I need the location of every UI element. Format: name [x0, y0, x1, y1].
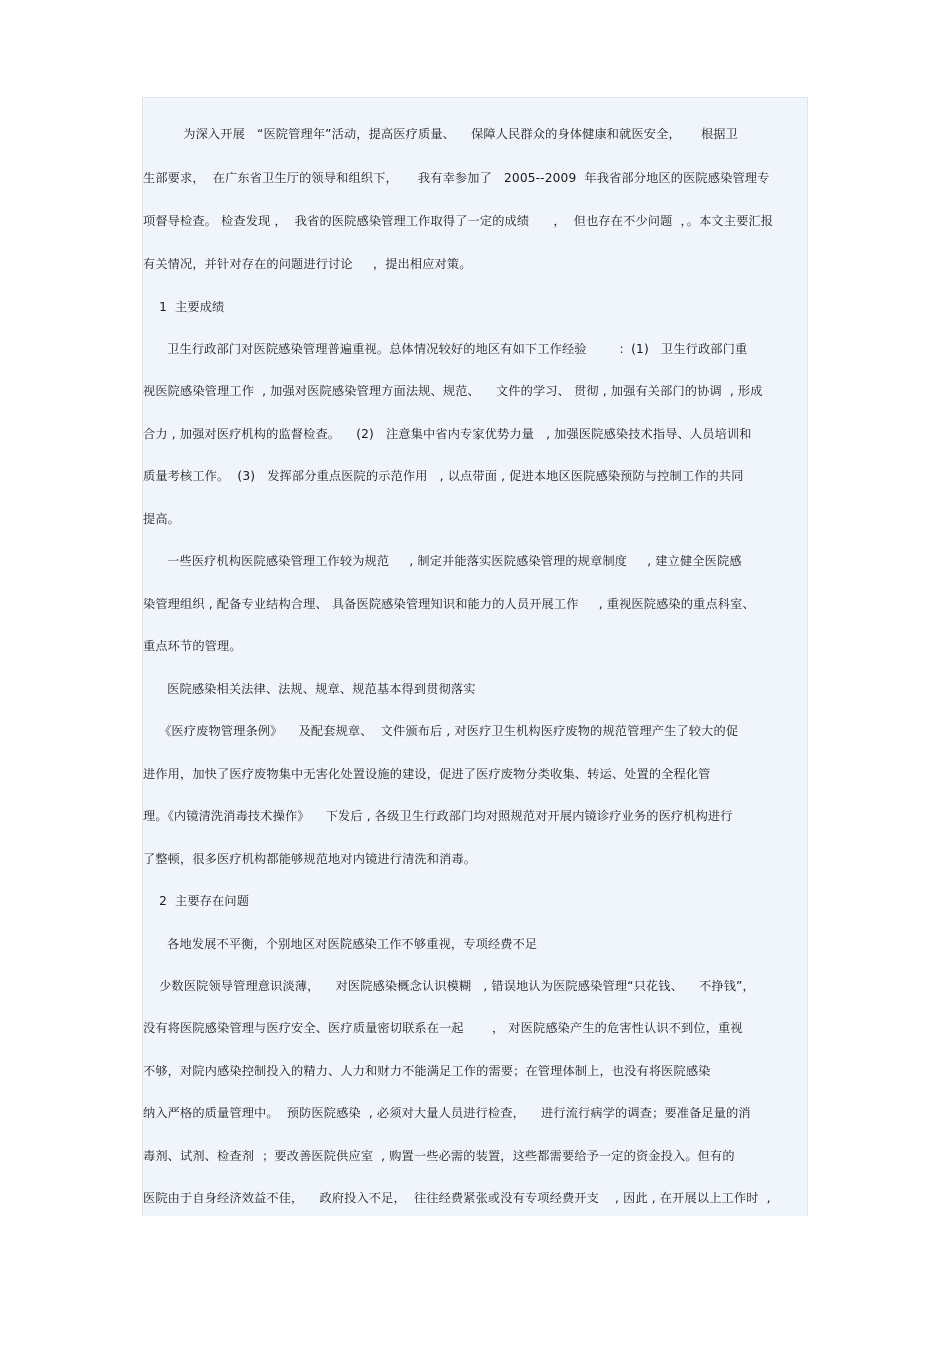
paragraph-line: 一些医疗机构医院感染管理工作较为规范 , 制定并能落实医院感染管理的规章制度 , 建立健全医院感	[143, 554, 742, 568]
paragraph-line: 为深入开展 “医院管理年”活动，提高医疗质量、 保障人民群众的身体健康和就医安全， 根据卫	[143, 127, 738, 141]
paragraph-line: 医院由于自身经济效益不佳， 政府投入不足， 往往经费紧张或没有专项经费开支 , 因此 , 在开展以上工作时 ,	[143, 1191, 771, 1205]
paragraph-line: 有关情况，并针对存在的问题进行讨论 ，提出相应对策。	[143, 257, 472, 271]
paragraph-line: 项督导检查。 检查发现 ， 我省的医院感染管理工作取得了一定的成绩 ， 但也存在不少问题 ，。本文主要汇报	[143, 214, 774, 228]
paragraph-line: 生部要求， 在广东省卫生厅的领导和组织下， 我有幸参加了 2005--2009 年我省部分地区的医院感染管理专	[143, 171, 770, 185]
document-page	[142, 97, 808, 1216]
paragraph-line: 《医疗废物管理条例》 及配套规章、 文件颁布后 , 对医疗卫生机构医疗废物的规范管理产生了较大的促	[143, 724, 739, 738]
subsection-heading: 医院感染相关法律、法规、规章、规范基本得到贯彻落实	[143, 682, 476, 696]
paragraph-line: 纳入严格的质量管理中。 预防医院感染 , 必须对大量人员进行检查， 进行流行病学的调查；要准备足量的消	[143, 1106, 751, 1120]
paragraph-line: 进作用，加快了医疗废物集中无害化处置设施的建设，促进了医疗废物分类收集、转运、处置的全程化管	[143, 767, 711, 781]
paragraph-line: 理。《内镜清洗消毒技术操作》 下发后 , 各级卫生行政部门均对照规范对开展内镜诊疗业务的医疗机构进行	[143, 809, 733, 823]
subsection-heading: 各地发展不平衡，个别地区对医院感染工作不够重视，专项经费不足	[143, 937, 538, 951]
paragraph-line: 卫生行政部门对医院感染管理普遍重视。总体情况较好的地区有如下工作经验 ：(1) 卫生行政部门重	[143, 342, 748, 356]
paragraph-line: 没有将医院感染管理与医疗安全、医疗质量密切联系在一起 ， 对医院感染产生的危害性认识不到位，重视	[143, 1021, 743, 1035]
section-heading: 1 主要成绩	[143, 300, 225, 314]
paragraph-line: 毒剂、试剂、检查剂 ；要改善医院供应室 , 购置一些必需的装置，这些都需要给予一定的资金投入。但有的	[143, 1149, 735, 1163]
paragraph-line: 视医院感染管理工作 , 加强对医院感染管理方面法规、规范、 文件的学习、 贯彻 , 加强有关部门的协调 , 形成	[143, 384, 763, 398]
paragraph-line: 少数医院领导管理意识淡薄， 对医院感染概念认识模糊 , 错误地认为医院感染管理“只花钱、 不挣钱”，	[143, 979, 755, 993]
paragraph-line: 重点环节的管理。	[143, 639, 242, 653]
paragraph-line: 不够，对院内感染控制投入的精力、人力和财力不能满足工作的需要；在管理体制上，也没有将医院感染	[143, 1064, 711, 1078]
paragraph-line: 染管理组织 , 配备专业结构合理、 具备医院感染管理知识和能力的人员开展工作 , 重视医院感染的重点科室、	[143, 597, 755, 611]
paragraph-line: 合力 , 加强对医疗机构的监督检查。 (2) 注意集中省内专家优势力量 , 加强医院感染技术指导、人员培训和	[143, 427, 752, 441]
paragraph-line: 提高。	[143, 512, 181, 526]
section-heading: 2 主要存在问题	[143, 894, 250, 908]
paragraph-line: 了整顿，很多医疗机构都能够规范地对内镜进行清洗和消毒。	[143, 852, 477, 866]
paragraph-line: 质量考核工作。 (3) 发挥部分重点医院的示范作用 , 以点带面 , 促进本地区医院感染预防与控制工作的共同	[143, 469, 744, 483]
